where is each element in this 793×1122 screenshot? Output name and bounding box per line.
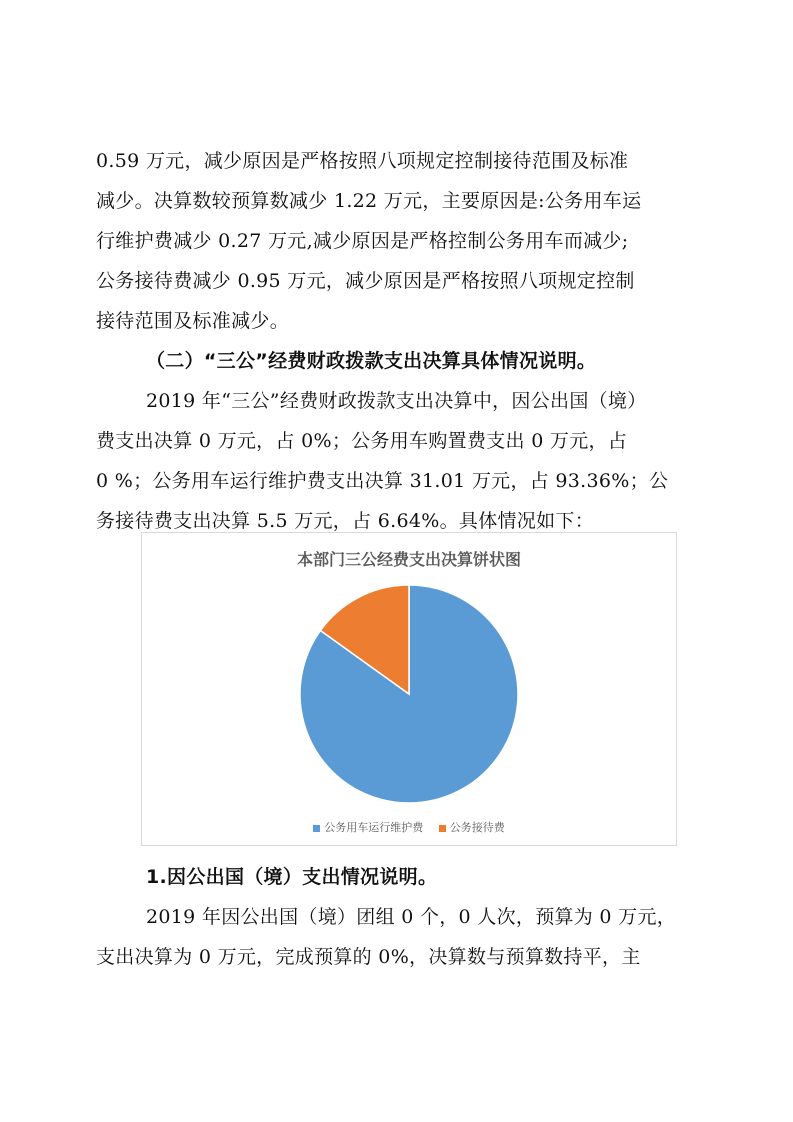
text-line: 接待范围及标准减少。 — [96, 310, 290, 332]
text-line: 0 %；公务用车运行维护费支出决算 31.01 万元，占 93.36%；公 — [96, 470, 669, 492]
text-line: 费支出决算 0 万元，占 0%；公务用车购置费支出 0 万元，占 — [96, 430, 628, 452]
section-heading-overseas: 1.因公出国（境）支出情况说明。 — [146, 866, 438, 888]
text-line: 2019 年因公出国（境）团组 0 个，0 人次，预算为 0 万元， — [146, 906, 677, 928]
pie-chart — [141, 532, 677, 846]
text-line: 0.59 万元，减少原因是严格按照八项规定控制接待范围及标准 — [96, 150, 629, 172]
text-line: 支出决算为 0 万元，完成预算的 0%，决算数与预算数持平，主 — [96, 946, 641, 968]
legend-label: 公务用车运行维护费 — [324, 821, 424, 834]
text-line: 公务接待费减少 0.95 万元，减少原因是严格按照八项规定控制 — [96, 270, 635, 292]
legend-item-reception — [439, 819, 505, 835]
legend-swatch-icon — [439, 825, 446, 832]
text-line: 减少。决算数较预算数减少 1.22 万元，主要原因是:公务用车运 — [96, 190, 642, 212]
text-line: 行维护费减少 0.27 万元,减少原因是严格控制公务用车而减少; — [96, 230, 629, 252]
legend-label: 公务接待费 — [449, 821, 505, 834]
text-line: 务接待费支出决算 5.5 万元，占 6.64%。具体情况如下： — [96, 510, 594, 532]
chart-title: 本部门三公经费支出决算饼状图 — [296, 550, 521, 569]
legend-swatch-icon — [313, 825, 320, 832]
text-line: 2019 年“三公”经费财政拨款支出决算中，因公出国（境） — [146, 390, 647, 412]
legend-item-vehicle — [313, 819, 423, 835]
chart-legend — [142, 819, 676, 835]
section-heading-financial-detail: （二）“三公”经费财政拨款支出决算具体情况说明。 — [146, 350, 597, 372]
pie-chart-canvas — [142, 533, 676, 845]
